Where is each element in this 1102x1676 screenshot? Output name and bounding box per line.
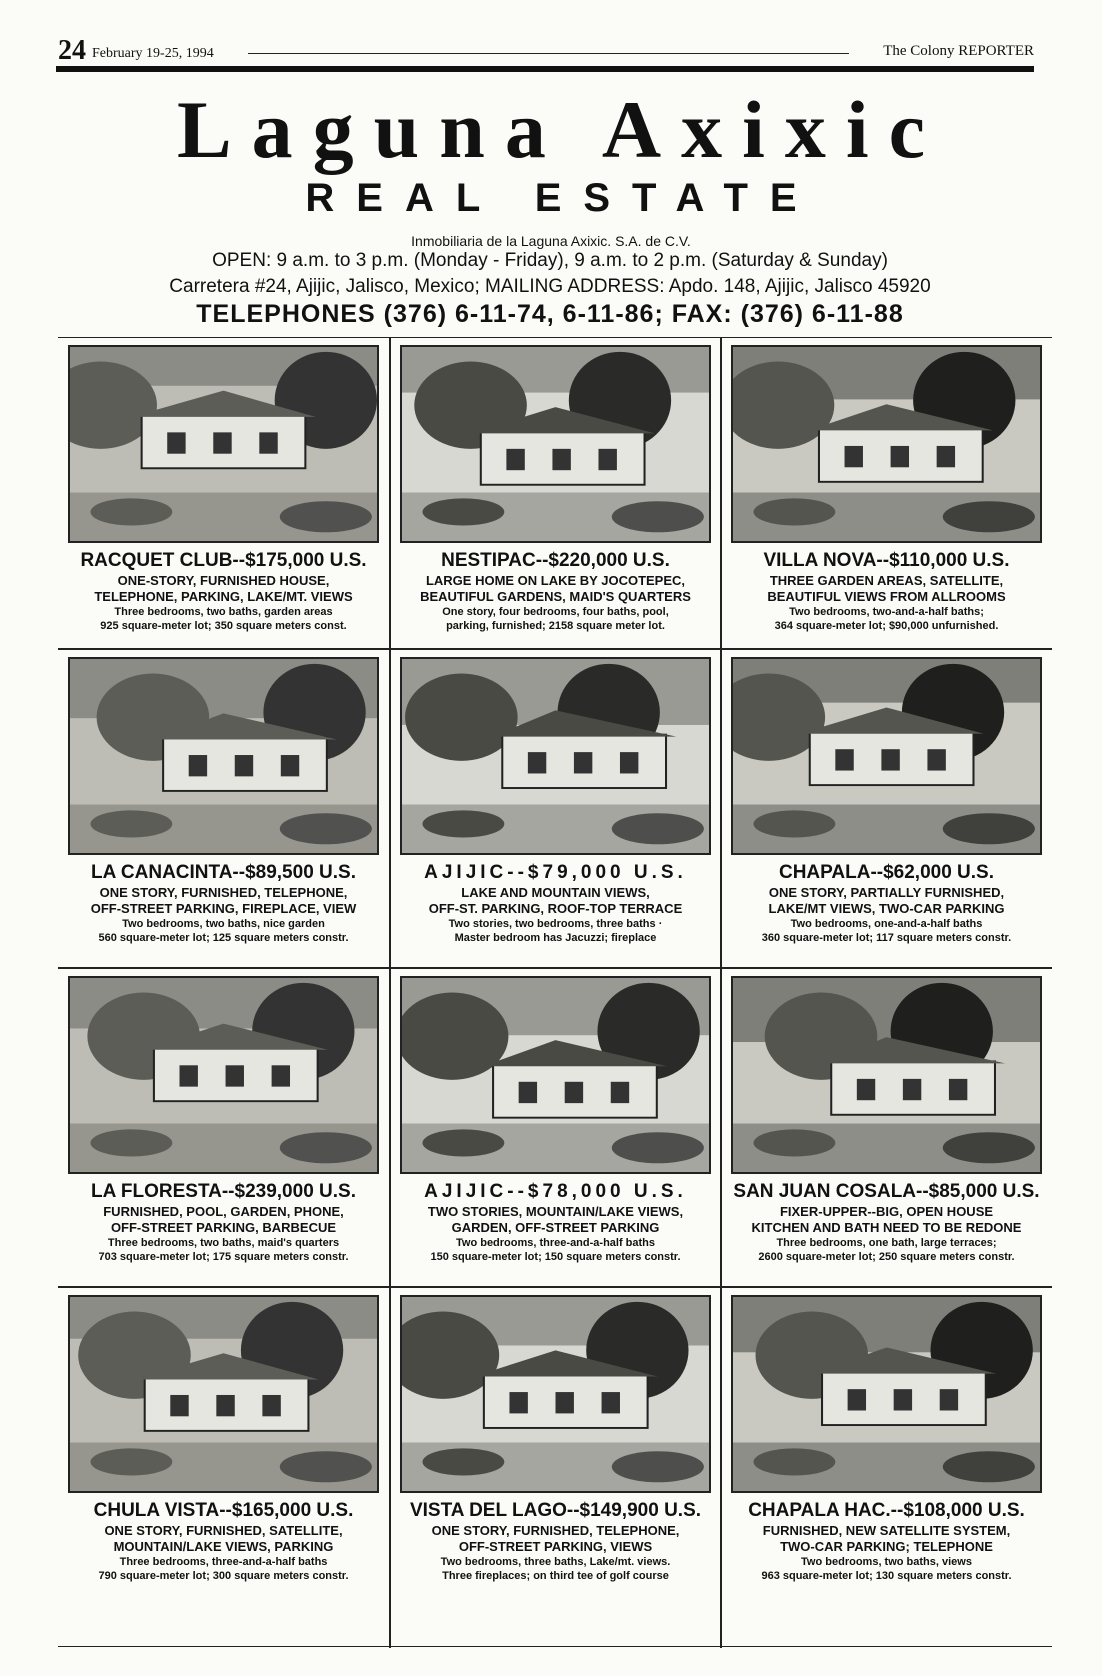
- listing-title: CHULA VISTA--$165,000 U.S.: [93, 1500, 354, 1521]
- listing-details: [721, 1236, 1052, 1264]
- listing-title: VILLA NOVA--$110,000 U.S.: [763, 550, 1010, 571]
- listing-details: [390, 605, 721, 633]
- listing-card: [58, 968, 389, 1278]
- listing-details: [721, 605, 1052, 633]
- listing-card: [390, 968, 721, 1278]
- detail-line: Three bedrooms, one bath, large terraces;: [776, 1237, 997, 1249]
- detail-line: Three bedrooms, three-and-a-half baths: [119, 1556, 328, 1568]
- listing-features: [721, 885, 1052, 917]
- garden-pergola-photo: [400, 1295, 711, 1493]
- page-number: 24: [58, 35, 86, 66]
- feature-line: TWO STORIES, MOUNTAIN/LAKE VIEWS,: [427, 1204, 684, 1219]
- feature-line: OFF-ST. PARKING, ROOF-TOP TERRACE: [428, 901, 683, 916]
- feature-line: LAKE AND MOUNTAIN VIEWS,: [461, 885, 650, 900]
- listing-card: [58, 337, 389, 647]
- listing-card: [58, 1287, 389, 1647]
- listing-title: CHAPALA HAC.--$108,000 U.S.: [748, 1500, 1025, 1521]
- newspaper-name: The Colony REPORTER: [883, 43, 1034, 59]
- brand-name: Laguna Axixic: [176, 84, 946, 175]
- detail-line: Two bedrooms, three-and-a-half baths: [455, 1237, 656, 1249]
- detail-line: 2600 square-meter lot; 250 square meters constr.: [758, 1251, 1015, 1263]
- listing-title: AJIJIC--$78,000 U.S.: [424, 1181, 687, 1202]
- feature-line: TWO-CAR PARKING; TELEPHONE: [780, 1539, 993, 1554]
- listing-card: [390, 337, 721, 647]
- house-with-satellite-dish-photo: [68, 657, 379, 855]
- listing-features: [390, 885, 721, 917]
- detail-line: Two bedrooms, one-and-a-half baths: [790, 918, 983, 930]
- listing-features: [58, 1204, 389, 1236]
- listing-title: VISTA DEL LAGO--$149,900 U.S.: [409, 1500, 702, 1521]
- feature-line: LARGE HOME ON LAKE BY JOCOTEPEC,: [425, 573, 686, 588]
- listing-card: [390, 1287, 721, 1647]
- listing-features: [390, 1204, 721, 1236]
- feature-line: OFF-STREET PARKING, BARBECUE: [110, 1220, 337, 1235]
- house-on-hillside-photo: [68, 345, 379, 543]
- issue-date: February 19-25, 1994: [92, 46, 214, 61]
- house-among-trees-photo: [68, 1295, 379, 1493]
- detail-line: 790 square-meter lot; 300 square meters constr.: [98, 1570, 349, 1582]
- feature-line: ONE-STORY, FURNISHED HOUSE,: [117, 573, 330, 588]
- listing-features: [721, 1204, 1052, 1236]
- feature-line: FURNISHED, POOL, GARDEN, PHONE,: [103, 1204, 344, 1219]
- feature-line: OFF-STREET PARKING, VIEWS: [458, 1539, 653, 1554]
- listing-features: [58, 1523, 389, 1555]
- villa-entrance-photo: [731, 345, 1042, 543]
- listing-details: [58, 605, 389, 633]
- listing-card: [58, 649, 389, 959]
- detail-line: Master bedroom has Jacuzzi; fireplace: [454, 932, 657, 944]
- feature-line: FURNISHED, NEW SATELLITE SYSTEM,: [762, 1523, 1011, 1538]
- listing-details: [58, 917, 389, 945]
- detail-line: Two stories, two bedrooms, three baths ·: [448, 918, 663, 930]
- detail-line: Two bedrooms, three baths, Lake/mt. views.: [440, 1556, 671, 1568]
- listing-card: [721, 1287, 1052, 1647]
- detail-line: One story, four bedrooms, four baths, pool,: [442, 606, 669, 618]
- detail-line: 364 square-meter lot; $90,000 unfurnished.: [774, 620, 999, 632]
- listing-features: [390, 573, 721, 605]
- arched-doorway-photo: [400, 976, 711, 1174]
- listing-title: RACQUET CLUB--$175,000 U.S.: [80, 550, 367, 571]
- listing-title: AJIJIC--$79,000 U.S.: [424, 862, 687, 883]
- masthead: [58, 36, 1034, 70]
- listing-title: LA FLORESTA--$239,000 U.S.: [90, 1181, 356, 1202]
- tiled-roof-house-photo: [731, 657, 1042, 855]
- feature-line: FIXER-UPPER--BIG, OPEN HOUSE: [779, 1204, 994, 1219]
- detail-line: 963 square-meter lot; 130 square meters constr.: [761, 1570, 1012, 1582]
- feature-line: THREE GARDEN AREAS, SATELLITE,: [769, 573, 1004, 588]
- listing-details: [721, 917, 1052, 945]
- feature-line: TELEPHONE, PARKING, LAKE/MT. VIEWS: [94, 589, 353, 604]
- listing-card: [721, 649, 1052, 959]
- listing-title: SAN JUAN COSALA--$85,000 U.S.: [733, 1181, 1040, 1202]
- feature-line: KITCHEN AND BATH NEED TO BE REDONE: [751, 1220, 1022, 1235]
- brand-subtitle: REAL ESTATE: [305, 176, 819, 220]
- detail-line: Two bedrooms, two-and-a-half baths;: [789, 606, 984, 618]
- listing-details: [58, 1555, 389, 1583]
- listing-features: [58, 885, 389, 917]
- detail-line: Two bedrooms, two baths, views: [801, 1556, 972, 1568]
- advertiser-brand: [0, 86, 1102, 250]
- listing-card: [721, 968, 1052, 1278]
- listing-title: NESTIPAC--$220,000 U.S.: [441, 550, 670, 571]
- office-hours: OPEN: 9 a.m. to 3 p.m. (Monday - Friday), 9 a.m. to 2 p.m. (Saturday & Sunday): [212, 250, 888, 271]
- detail-line: Three fireplaces; on third tee of golf course: [442, 1570, 669, 1582]
- feature-line: ONE STORY, FURNISHED, TELEPHONE,: [99, 885, 348, 900]
- detail-line: Three bedrooms, two baths, garden areas: [114, 606, 333, 618]
- listing-title: LA CANACINTA--$89,500 U.S.: [91, 862, 356, 883]
- detail-line: parking, furnished; 2158 square meter lot.: [446, 620, 665, 632]
- listing-details: [390, 1555, 721, 1583]
- listing-features: [721, 1523, 1052, 1555]
- detail-line: Two bedrooms, two baths, nice garden: [122, 918, 325, 930]
- listing-features: [721, 573, 1052, 605]
- feature-line: ONE STORY, FURNISHED, SATELLITE,: [104, 1523, 343, 1538]
- detail-line: 703 square-meter lot; 175 square meters constr.: [98, 1251, 349, 1263]
- feature-line: LAKE/MT VIEWS, TWO-CAR PARKING: [768, 901, 1005, 916]
- detail-line: 925 square-meter lot; 350 square meters const.: [100, 620, 347, 632]
- feature-line: OFF-STREET PARKING, FIREPLACE, VIEW: [90, 901, 357, 916]
- house-with-palms-photo: [400, 345, 711, 543]
- feature-line: BEAUTIFUL VIEWS FROM ALLROOMS: [767, 589, 1006, 604]
- listing-card: [721, 337, 1052, 647]
- listing-details: [721, 1555, 1052, 1583]
- listing-title: CHAPALA--$62,000 U.S.: [778, 862, 995, 883]
- large-yard-photo: [731, 976, 1042, 1174]
- telephone-line: TELEPHONES (376) 6-11-74, 6-11-86; FAX: (376) 6-11-88: [196, 300, 904, 328]
- terrace-with-steps-photo: [731, 1295, 1042, 1493]
- detail-line: 150 square-meter lot; 150 square meters constr.: [430, 1251, 681, 1263]
- listing-features: [58, 573, 389, 605]
- masthead-divider: [248, 53, 849, 54]
- feature-line: MOUNTAIN/LAKE VIEWS, PARKING: [113, 1539, 334, 1554]
- feature-line: GARDEN, OFF-STREET PARKING: [451, 1220, 660, 1235]
- listing-details: [390, 1236, 721, 1264]
- listing-features: [390, 1523, 721, 1555]
- detail-line: 360 square-meter lot; 117 square meters constr.: [761, 932, 1012, 944]
- listing-details: [58, 1236, 389, 1264]
- listing-card: [390, 649, 721, 959]
- listing-details: [390, 917, 721, 945]
- legal-name: Inmobiliaria de la Laguna Axixic. S.A. de C.V.: [411, 233, 691, 249]
- detail-line: Three bedrooms, two baths, maid's quarters: [107, 1237, 340, 1249]
- office-address: Carretera #24, Ajijic, Jalisco, Mexico; MAILING ADDRESS: Apdo. 148, Ajijic, Jalisco 45920: [169, 276, 931, 297]
- feature-line: ONE STORY, PARTIALLY FURNISHED,: [768, 885, 1005, 900]
- masthead-rule: [56, 66, 1034, 72]
- detail-line: 560 square-meter lot; 125 square meters constr.: [98, 932, 349, 944]
- rooftop-terrace-photo: [400, 657, 711, 855]
- feature-line: BEAUTIFUL GARDENS, MAID'S QUARTERS: [420, 589, 691, 604]
- garden-trees-photo: [68, 976, 379, 1174]
- feature-line: ONE STORY, FURNISHED, TELEPHONE,: [431, 1523, 680, 1538]
